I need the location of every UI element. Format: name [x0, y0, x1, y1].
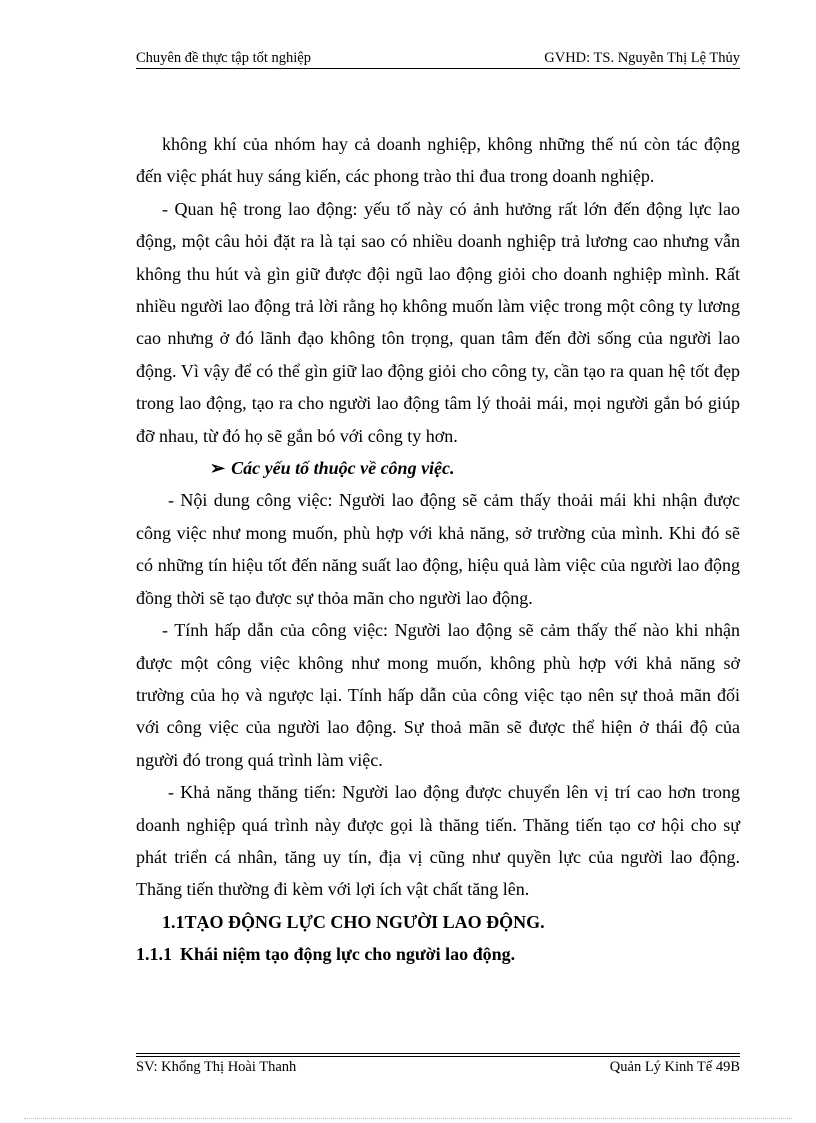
header-rule: [136, 68, 740, 69]
page-header: [136, 50, 740, 70]
footer-rule: [136, 1056, 740, 1057]
paragraph: - Khả năng thăng tiến: Người lao động được chuyển lên vị trí cao hơn trong doanh nghiệp quá trình này được gọi là thăng tiến. Thăng tiến tạo cơ hội cho sự phát triển cá nhân, tăng uy tín, địa vị cũng như quyền lực của người lao động. Thăng tiến thường đi kèm với lợi ích vật chất tăng lên.: [136, 782, 740, 900]
subsection-heading: [136, 938, 740, 970]
section-heading: 1.1TẠO ĐỘNG LỰC CHO NGƯỜI LAO ĐỘNG.: [162, 911, 545, 932]
subsection-number: 1.1.1: [136, 944, 172, 965]
paragraph: - Quan hệ trong lao động: yếu tố này có ảnh hưởng rất lớn đến động lực lao động, một câu hỏi đặt ra là tại sao có nhiều doanh nghiệp trả lương cao nhưng vẫn không thu hút và gìn giữ được đội ngũ lao động giỏi cho doanh nghiệp mình. Rất nhiều người lao động trả lời rằng họ không muốn làm việc trong một công ty lương cao nhưng ở đó lãnh đạo không tôn trọng, quan tâm đến đời sống của người lao động. Vì vậy để có thể gìn giữ lao động giỏi cho công ty, cần tạo ra quan hệ tốt đẹp trong lao động, tạo ra cho người lao động tâm lý thoải mái, mọi người gắn bó giúp đỡ nhau, từ đó họ sẽ gắn bó với công ty hơn.: [136, 198, 740, 446]
paragraph: - Tính hấp dẫn của công việc: Người lao động sẽ cảm thấy thế nào khi nhận được một công việc không như mong muốn, không phù hợp với khả năng sở trường của họ và ngược lại. Tính hấp dẫn của công việc tạo nên sự thoả mãn đối với công việc của người lao động. Sự thoả mãn sẽ được thể hiện ở thái độ của người đó trong quá trình làm việc.: [136, 620, 740, 770]
page-footer: [136, 1059, 740, 1079]
subsection-title: Khái niệm tạo động lực cho người lao động.: [180, 944, 516, 965]
page-edge-dotted-line: [24, 1118, 792, 1119]
document-body: [136, 128, 740, 971]
footer-right-text: Quản Lý Kinh Tế 49B: [609, 1059, 740, 1075]
paragraph: - Nội dung công việc: Người lao động sẽ cảm thấy thoải mái khi nhận được công việc như mong muốn, phù hợp với khả năng, sở trường của mình. Khi đó sẽ có những tín hiệu tốt đến năng suất lao động, hiệu quả làm việc của người lao động đồng thời sẽ tạo được sự thỏa mãn cho người lao động.: [136, 490, 740, 608]
header-right-text: GVHD: TS. Nguyễn Thị Lệ Thủy: [544, 50, 740, 66]
bullet-heading: [136, 452, 740, 484]
footer-left-text: SV: Khổng Thị Hoài Thanh: [136, 1059, 297, 1075]
arrowhead-bullet-icon: ➢: [210, 458, 226, 479]
bullet-heading-text: Các yếu tố thuộc về công việc.: [231, 458, 455, 479]
paragraph: không khí của nhóm hay cả doanh nghiệp, không những thế nú còn tác động đến việc phát huy sáng kiến, các phong trào thi đua trong doanh nghiệp.: [136, 134, 740, 187]
header-left-text: Chuyên đề thực tập tốt nghiệp: [136, 50, 311, 66]
footer-rule: [136, 1053, 740, 1054]
